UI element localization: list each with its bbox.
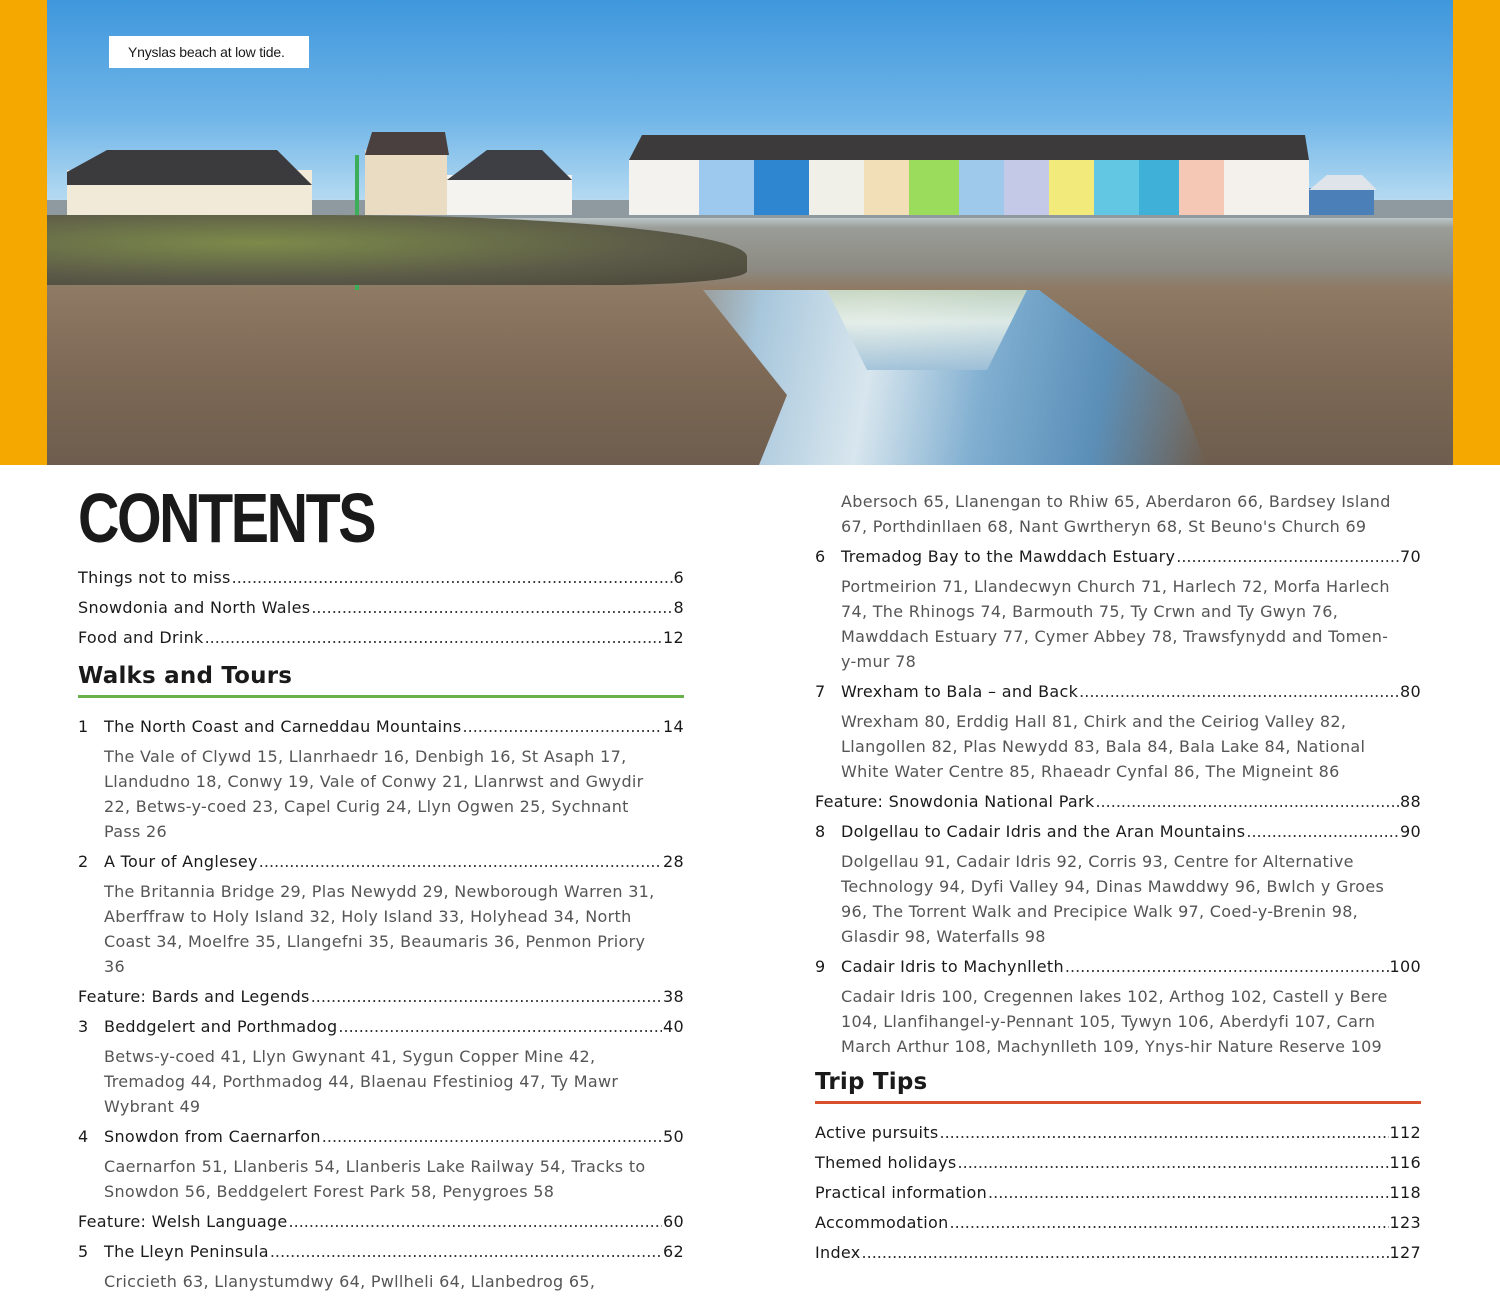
section-heading: Walks and Tours: [78, 661, 684, 698]
dot-leader: [232, 563, 673, 593]
entry-title: Themed holidays: [815, 1153, 957, 1172]
chapter-places: The Vale of Clywd 15, Llanrhaedr 16, Denbigh 16, St Asaph 17, Llandudno 18, Conwy 19, Vale of Conwy 21, Llanrwst and Gwydir 22, Betws-y-coed 23, Capel Curig 24, Llyn Ogwen 25, Sychnant Pass 26: [104, 747, 644, 841]
page-number: 70: [1400, 547, 1421, 566]
page-number: 118: [1389, 1183, 1421, 1202]
entry-title: Snowdonia and North Wales: [78, 598, 311, 617]
chapter-number: 8: [815, 822, 826, 841]
left-orange-bar: [0, 0, 47, 465]
chapter-places: Portmeirion 71, Llandecwyn Church 71, Harlech 72, Morfa Harlech 74, The Rhinogs 74, Barmouth 75, Ty Crwn and Ty Gwyn 76, Mawddach Estuary 77, Cymer Abbey 78, Trawsfynydd and Tomen-y-mur 78: [841, 577, 1390, 671]
chapter-entry[interactable]: [78, 847, 684, 877]
contents-left-column: [78, 563, 684, 1297]
page-number: 14: [663, 717, 684, 736]
page-number: 60: [663, 1212, 684, 1231]
chapter-places: Abersoch 65, Llanengan to Rhiw 65, Aberdaron 66, Bardsey Island 67, Porthdinllaen 68, Nant Gwrtheryn 68, St Beuno's Church 69: [841, 492, 1391, 536]
contents-entry[interactable]: [815, 1238, 1421, 1268]
entry-title: Cadair Idris to Machynlleth: [841, 957, 1064, 976]
chapter-places: The Britannia Bridge 29, Plas Newydd 29, Newborough Warren 31, Aberffraw to Holy Island 32, Holy Island 33, Holyhead 34, North Coast 34, Moelfre 35, Llangefni 35, Beaumaris 36, Penmon Priory 36: [104, 882, 655, 976]
chapter-number: 4: [78, 1127, 89, 1146]
chapter-number: 7: [815, 682, 826, 701]
dot-leader: [259, 847, 662, 877]
chapter-entry[interactable]: [815, 677, 1421, 707]
entry-title: Things not to miss: [78, 568, 231, 587]
chapter-places: Caernarfon 51, Llanberis 54, Llanberis Lake Railway 54, Tracks to Snowdon 56, Beddgelert Forest Park 58, Penygroes 58: [104, 1157, 646, 1201]
page-number: 40: [663, 1017, 684, 1036]
dot-leader: [270, 1237, 662, 1267]
entry-title: Feature: Welsh Language: [78, 1212, 288, 1231]
dot-leader: [322, 1122, 662, 1152]
dot-leader: [988, 1178, 1389, 1208]
page-number: 127: [1389, 1243, 1421, 1262]
contents-right-column: [815, 487, 1421, 1268]
dot-leader: [311, 593, 672, 623]
contents-entry[interactable]: [815, 1148, 1421, 1178]
entry-title: Feature: Snowdonia National Park: [815, 792, 1095, 811]
page-number: 123: [1389, 1213, 1421, 1232]
entry-title: Wrexham to Bala – and Back: [841, 682, 1079, 701]
dot-leader: [950, 1208, 1389, 1238]
chapter-entry[interactable]: [815, 817, 1421, 847]
chapter-entry[interactable]: [78, 1237, 684, 1267]
dot-leader: [205, 623, 662, 653]
chapter-number: 3: [78, 1017, 89, 1036]
page-number: 100: [1389, 957, 1421, 976]
chapter-places: Criccieth 63, Llanystumdwy 64, Pwllheli 64, Llanbedrog 65,: [104, 1272, 596, 1291]
dot-leader: [463, 712, 663, 742]
chapter-number: 2: [78, 852, 89, 871]
page-number: 80: [1400, 682, 1421, 701]
entry-title: Snowdon from Caernarfon: [104, 1127, 321, 1146]
contents-entry[interactable]: [78, 982, 684, 1012]
contents-entry[interactable]: [78, 593, 684, 623]
photo-caption: Ynyslas beach at low tide.: [109, 36, 309, 68]
chapter-entry[interactable]: [78, 1012, 684, 1042]
chapter-entry[interactable]: [815, 542, 1421, 572]
page-number: 116: [1389, 1153, 1421, 1172]
entry-title: Beddgelert and Porthmadog: [104, 1017, 338, 1036]
contents-entry[interactable]: [78, 1207, 684, 1237]
right-orange-bar: [1453, 0, 1500, 465]
contents-entry[interactable]: [78, 623, 684, 653]
entry-title: The Lleyn Peninsula: [104, 1242, 269, 1261]
page-number: 38: [663, 987, 684, 1006]
dot-leader: [1065, 952, 1389, 982]
chapter-entry[interactable]: [78, 1122, 684, 1152]
page-number: 12: [663, 628, 684, 647]
page-number: 88: [1400, 792, 1421, 811]
entry-title: Tremadog Bay to the Mawddach Estuary: [841, 547, 1176, 566]
page-number: 62: [663, 1242, 684, 1261]
contents-entry[interactable]: [815, 787, 1421, 817]
beach-photo: [47, 0, 1453, 465]
dot-leader: [311, 982, 662, 1012]
chapter-number: 9: [815, 957, 826, 976]
page-number: 8: [673, 598, 684, 617]
dot-leader: [958, 1148, 1389, 1178]
page-title: CONTENTS: [78, 479, 375, 557]
dot-leader: [1246, 817, 1399, 847]
contents-entry[interactable]: [815, 1118, 1421, 1148]
dot-leader: [289, 1207, 662, 1237]
page-number: 90: [1400, 822, 1421, 841]
dot-leader: [939, 1118, 1388, 1148]
dot-leader: [1095, 787, 1399, 817]
entry-title: Accommodation: [815, 1213, 949, 1232]
contents-entry[interactable]: [78, 563, 684, 593]
page-number: 6: [673, 568, 684, 587]
entry-title: Food and Drink: [78, 628, 204, 647]
section-heading: Trip Tips: [815, 1067, 1421, 1104]
page-number: 50: [663, 1127, 684, 1146]
entry-title: The North Coast and Carneddau Mountains: [104, 717, 462, 736]
chapter-places: Dolgellau 91, Cadair Idris 92, Corris 93, Centre for Alternative Technology 94, Dyfi Valley 94, Dinas Mawddwy 96, Bwlch y Groes 96, The Torrent Walk and Precipice Walk 97, Coed-y-Brenin 98, Glasdir 98, Waterfalls 98: [841, 852, 1385, 946]
chapter-places: Betws-y-coed 41, Llyn Gwynant 41, Sygun Copper Mine 42, Tremadog 44, Porthmadog 44, Blaenau Ffestiniog 47, Ty Mawr Wybrant 49: [104, 1047, 619, 1116]
dot-leader: [338, 1012, 662, 1042]
chapter-number: 6: [815, 547, 826, 566]
page-number: 28: [663, 852, 684, 871]
chapter-entry[interactable]: [815, 952, 1421, 982]
contents-entry[interactable]: [815, 1178, 1421, 1208]
dot-leader: [1176, 542, 1399, 572]
contents-entry[interactable]: [815, 1208, 1421, 1238]
chapter-number: 5: [78, 1242, 89, 1261]
dot-leader: [1079, 677, 1399, 707]
chapter-entry[interactable]: [78, 712, 684, 742]
page-number: 112: [1389, 1123, 1421, 1142]
entry-title: Active pursuits: [815, 1123, 939, 1142]
entry-title: A Tour of Anglesey: [104, 852, 258, 871]
dot-leader: [862, 1238, 1389, 1268]
chapter-places: Cadair Idris 100, Cregennen lakes 102, Arthog 102, Castell y Bere 104, Llanfihangel-y-Pennant 105, Tywyn 106, Aberdyfi 107, Carn March Arthur 108, Machynlleth 109, Ynys-hir Nature Reserve 109: [841, 987, 1388, 1056]
entry-title: Index: [815, 1243, 861, 1262]
entry-title: Practical information: [815, 1183, 988, 1202]
chapter-places: Wrexham 80, Erddig Hall 81, Chirk and the Ceiriog Valley 82, Llangollen 82, Plas Newydd 83, Bala 84, Bala Lake 84, National White Water Centre 85, Rhaeadr Cynfal 86, The Migneint 86: [841, 712, 1366, 781]
entry-title: Feature: Bards and Legends: [78, 987, 310, 1006]
chapter-number: 1: [78, 717, 89, 736]
entry-title: Dolgellau to Cadair Idris and the Aran Mountains: [841, 822, 1246, 841]
